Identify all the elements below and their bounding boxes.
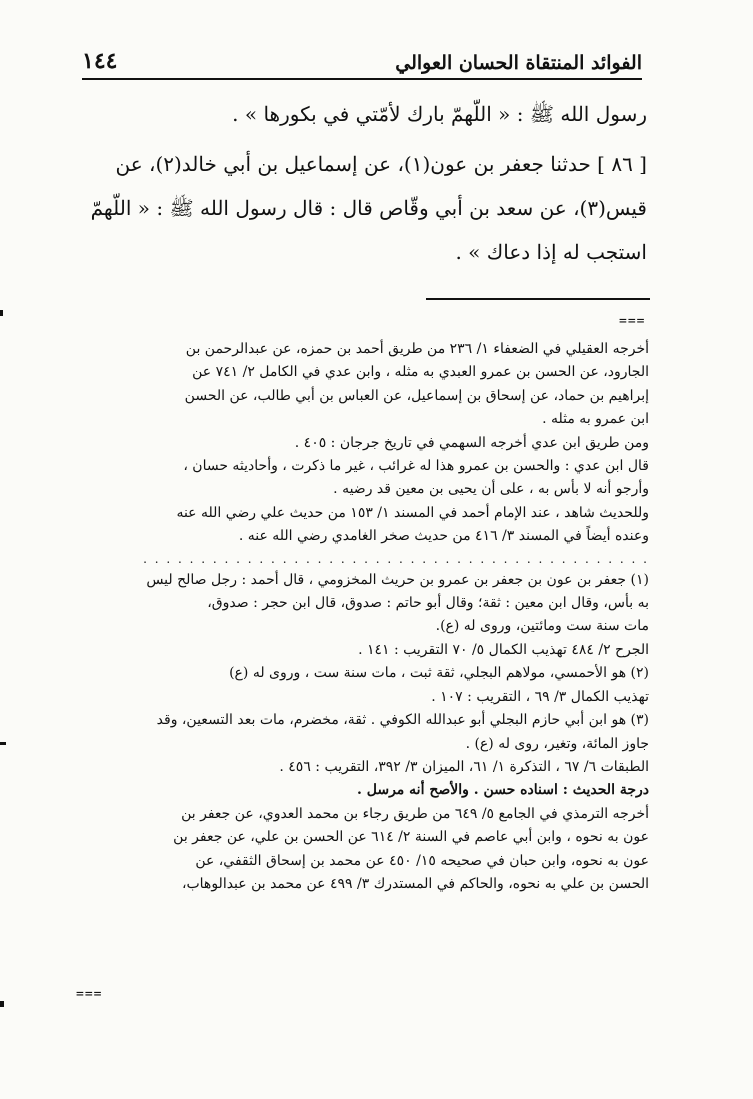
footnote-line: (٣) هو ابن أبي حازم البجلي أبو عبدالله الكوفي . ثقة، مخضرم، مات بعد التسعين، وقد <box>156 712 649 729</box>
footnote-separator <box>426 298 650 300</box>
note-line: قال ابن عدي : والحسن بن عمرو هذا له غرائب ، غير ما ذكرت ، وأحاديثه حسان ، <box>183 458 649 475</box>
footnote-line: به بأس، وقال ابن معين : ثقة؛ وقال أبو حاتم : صدوق، قال ابن حجر : صدوق، <box>207 595 649 612</box>
main-line: رسول الله ﷺ : « اللّهمّ بارك لأمّتي في بكورها » . <box>232 102 647 126</box>
note-line: إبراهيم بن حماد، عن إسحاق بن إسماعيل، عن العباس بن أبي طالب، عن الحسن <box>184 387 649 404</box>
takhrij-block <box>74 338 649 549</box>
scan-mark <box>0 1001 4 1007</box>
narrator-footnotes <box>74 569 649 780</box>
footnote-line: (٢) هو الأحمسي، مولاهم البجلي، ثقة ثبت ، مات سنة ست ، وروى له (ع) <box>229 665 649 682</box>
footnote-line: الجرح ٢/ ٤٨٤ تهذيب الكمال ٥/ ٧٠ التقريب : ١٤١ . <box>358 641 649 658</box>
main-text <box>75 92 647 274</box>
note-line: وأرجو أنه لا بأس به ، على أن يحيى بن معين قد رضيه . <box>333 481 649 498</box>
footnote-line: مات سنة ست ومائتين، وروى له (ع). <box>435 618 649 635</box>
note-line: وعنده أيضاً في المسند ٣/ ٤١٦ من حديث صخر الغامدي رضي الله عنه . <box>238 528 649 545</box>
note-line: ومن طريق ابن عدي أخرجه السهمي في تاريخ جرجان : ٤٠٥ . <box>294 434 649 451</box>
main-line: قيس(٣)، عن سعد بن أبي وقّاص قال : قال رسول الله ﷺ : « اللّهمّ <box>90 196 647 220</box>
note-line: أخرجه العقيلي في الضعفاء ١/ ٢٣٦ من طريق أحمد بن حمزه، عن عبدالرحمن بن <box>185 341 649 357</box>
takhrij-block-2 <box>74 803 649 897</box>
footnote-line: الطبقات ٦/ ٦٧ ، التذكرة ١/ ٦١، الميزان ٣/ ٣٩٢، التقريب : ٤٥٦ . <box>279 758 649 775</box>
footnote-line: جاوز المائة، وتغير، روى له (ع) . <box>465 735 649 752</box>
note-line: الجارود، عن الحسن بن عمرو العبدي به مثله ، وابن عدي في الكامل ٢/ ٧٤١ عن <box>192 364 649 381</box>
note-line: وللحديث شاهد ، عند الإمام أحمد في المسند ١/ ١٥٣ من حديث علي رضي الله عنه <box>176 504 649 521</box>
note-line: عون به نحوه، وابن حبان في صحيحه ١٥/ ٤٥٠ عن محمد بن إسحاق الثقفي، عن <box>195 852 649 869</box>
footnote-line: تهذيب الكمال ٣/ ٦٩ ، التقريب : ١٠٧ . <box>431 688 649 705</box>
hadith-grade: درجة الحديث : اسناده حسن . والأصح أنه مرسل . <box>356 782 649 799</box>
main-line: استجب له إذا دعاك » . <box>455 240 647 264</box>
note-line: عون به نحوه ، وابن أبي عاصم في السنة ٢/ ٦١٤ عن الحسن بن علي، عن جعفر بن <box>173 829 649 846</box>
main-line: [ ٨٦ ] حدثنا جعفر بن عون(١)، عن إسماعيل بن أبي خالد(٢)، عن <box>115 152 647 176</box>
scan-mark <box>0 310 3 316</box>
equals-marker-top: === <box>619 314 646 329</box>
running-title: الفوائد المنتقاة الحسان العوالي <box>395 52 642 74</box>
footnote-line: (١) جعفر بن عون بن جعفر بن عمرو بن حريث المخزومي ، قال أحمد : رجل صالح ليس <box>146 571 649 588</box>
equals-marker-bottom: === <box>76 987 103 1002</box>
note-line: أخرجه الترمذي في الجامع ٥/ ٦٤٩ من طريق رجاء بن محمد العدوي، عن جعفر بن <box>181 805 649 822</box>
scan-mark <box>0 742 6 745</box>
page-header <box>82 38 642 80</box>
note-line: الحسن بن علي به نحوه، والحاكم في المستدرك ٣/ ٤٩٩ عن محمد بن عبدالوهاب، <box>181 875 649 892</box>
page-number: ١٤٤ <box>82 48 118 74</box>
notes <box>74 338 649 896</box>
dotted-divider: . . . . . . . . . . . . . . . . . . . . . . . . . . . . . . . . . . . . . . . . . . . . <box>143 551 649 566</box>
note-line: ابن عمرو به مثله . <box>542 411 649 428</box>
